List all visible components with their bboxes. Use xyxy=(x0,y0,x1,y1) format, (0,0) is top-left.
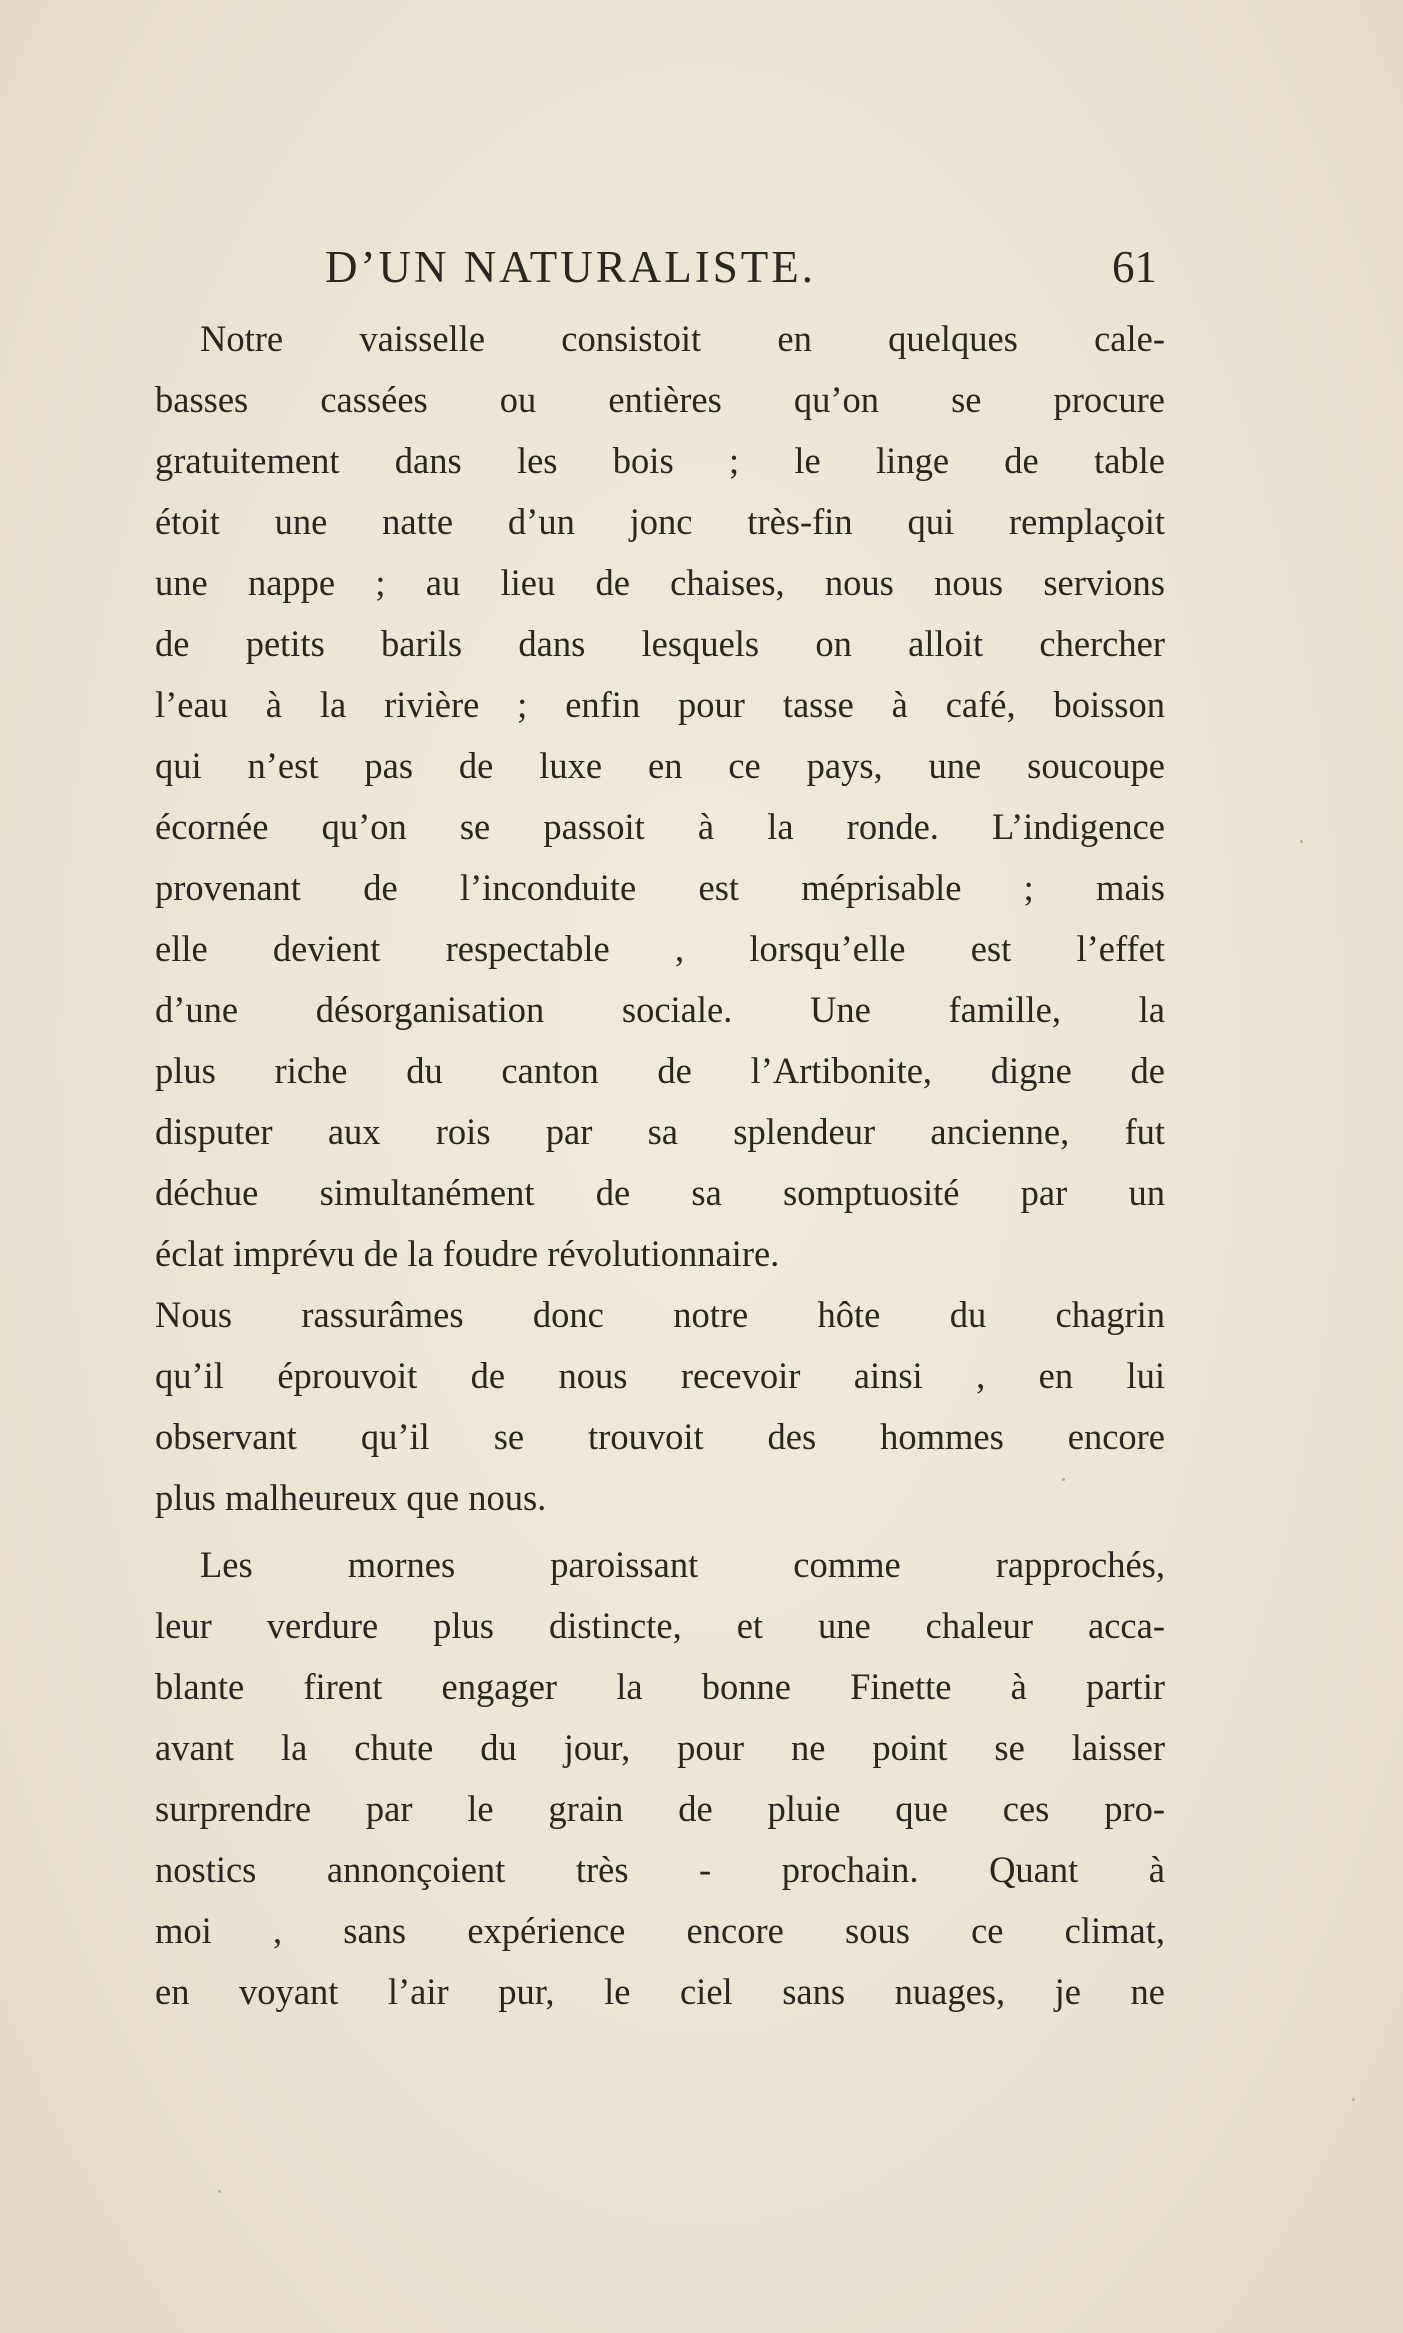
text-line: Notre vaisselle consistoit en quelques cale- xyxy=(200,318,1165,359)
paper-speck xyxy=(1062,1478,1065,1481)
text-line: elle devient respectable , lorsqu’elle est l’effet xyxy=(155,928,1165,969)
text-line: étoit une natte d’un jonc très-fin qui remplaçoit xyxy=(155,501,1165,542)
text-line: de petits barils dans lesquels on alloit chercher xyxy=(155,623,1165,664)
text-line: moi , sans expérience encore sous ce climat, xyxy=(155,1910,1165,1951)
text-line: basses cassées ou entières qu’on se procure xyxy=(155,379,1165,420)
text-line: l’eau à la rivière ; enfin pour tasse à café, boisson xyxy=(155,684,1165,725)
body-text xyxy=(155,308,1165,2022)
text-line: gratuitement dans les bois ; le linge de table xyxy=(155,440,1165,481)
text-line: leur verdure plus distincte, et une chaleur acca- xyxy=(155,1605,1165,1646)
text-line: disputer aux rois par sa splendeur ancienne, fut xyxy=(155,1111,1165,1152)
paragraph-2 xyxy=(155,1534,1165,2022)
page-number: 61 xyxy=(1112,242,1157,292)
text-line: plus malheureux que nous. xyxy=(155,1477,547,1518)
text-line: éclat imprévu de la foudre révolutionnaire. xyxy=(155,1233,780,1274)
paper-speck xyxy=(218,2190,221,2193)
text-line: qu’il éprouvoit de nous recevoir ainsi , en lui xyxy=(155,1355,1165,1396)
text-line: blante firent engager la bonne Finette à partir xyxy=(155,1666,1165,1707)
text-line: une nappe ; au lieu de chaises, nous nous servions xyxy=(155,562,1165,603)
running-title: D’UN NATURALISTE. xyxy=(325,242,816,292)
text-line: observant qu’il se trouvoit des hommes encore xyxy=(155,1416,1165,1457)
text-line: Nous rassurâmes donc notre hôte du chagrin xyxy=(155,1294,1165,1335)
text-line: Les mornes paroissant comme rapprochés, xyxy=(200,1544,1165,1585)
text-line: avant la chute du jour, pour ne point se laisser xyxy=(155,1727,1165,1768)
text-line: provenant de l’inconduite est méprisable ; mais xyxy=(155,867,1165,908)
text-line: déchue simultanément de sa somptuosité par un xyxy=(155,1172,1165,1213)
paragraph-1 xyxy=(155,308,1165,1528)
text-line: écornée qu’on se passoit à la ronde. L’indigence xyxy=(155,806,1165,847)
page-header xyxy=(155,232,1165,302)
text-line: surprendre par le grain de pluie que ces pro- xyxy=(155,1788,1165,1829)
text-line: d’une désorganisation sociale. Une famille, la xyxy=(155,989,1165,1030)
text-line: en voyant l’air pur, le ciel sans nuages, je ne xyxy=(155,1971,1165,2012)
text-line: plus riche du canton de l’Artibonite, digne de xyxy=(155,1050,1165,1091)
paper-speck xyxy=(1352,2098,1355,2101)
paper-speck xyxy=(1300,840,1303,843)
text-line: nostics annonçoient très - prochain. Quant à xyxy=(155,1849,1165,1890)
text-line: qui n’est pas de luxe en ce pays, une soucoupe xyxy=(155,745,1165,786)
